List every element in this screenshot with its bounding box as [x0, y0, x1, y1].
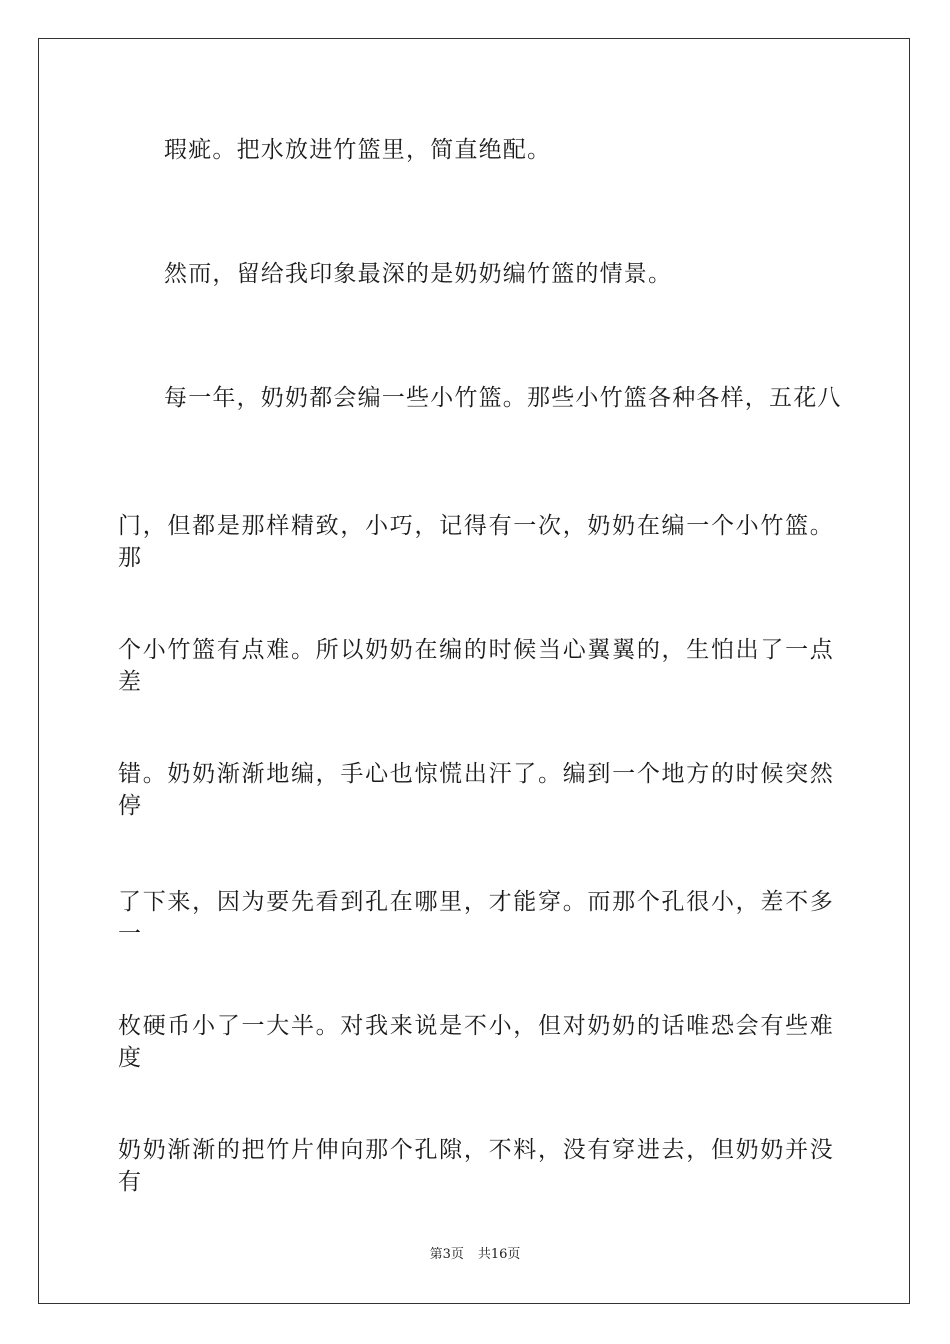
text-line: 了下来，因为要先看到孔在哪里，才能穿。而那个孔很小，差不多一 [118, 889, 834, 947]
text-line: 枚硬币小了一大半。对我来说是不小，但对奶奶的话唯恐会有些难度 [118, 1013, 834, 1071]
text-line: 个小竹篮有点难。所以奶奶在编的时候当心翼翼的，生怕出了一点差 [118, 637, 834, 695]
page-number: 第3页 [429, 1247, 464, 1262]
text-line: 门，但都是那样精致，小巧，记得有一次，奶奶在编一个小竹篮。那 [118, 513, 834, 571]
text-line: 错。奶奶渐渐地编，手心也惊慌出汗了。编到一个地方的时候突然停 [118, 761, 834, 819]
text-line: 奶奶渐渐的把竹片伸向那个孔隙，不料，没有穿进去，但奶奶并没有 [118, 1137, 834, 1195]
text-line: 每一年，奶奶都会编一些小竹篮。那些小竹篮各种各样，五花八 [164, 385, 842, 411]
text-line: 瑕疵。把水放进竹篮里，简直绝配。 [164, 137, 552, 163]
page-footer [0, 1246, 950, 1264]
text-line: 然而，留给我印象最深的是奶奶编竹篮的情景。 [164, 261, 673, 287]
page-total: 共16页 [477, 1247, 521, 1262]
